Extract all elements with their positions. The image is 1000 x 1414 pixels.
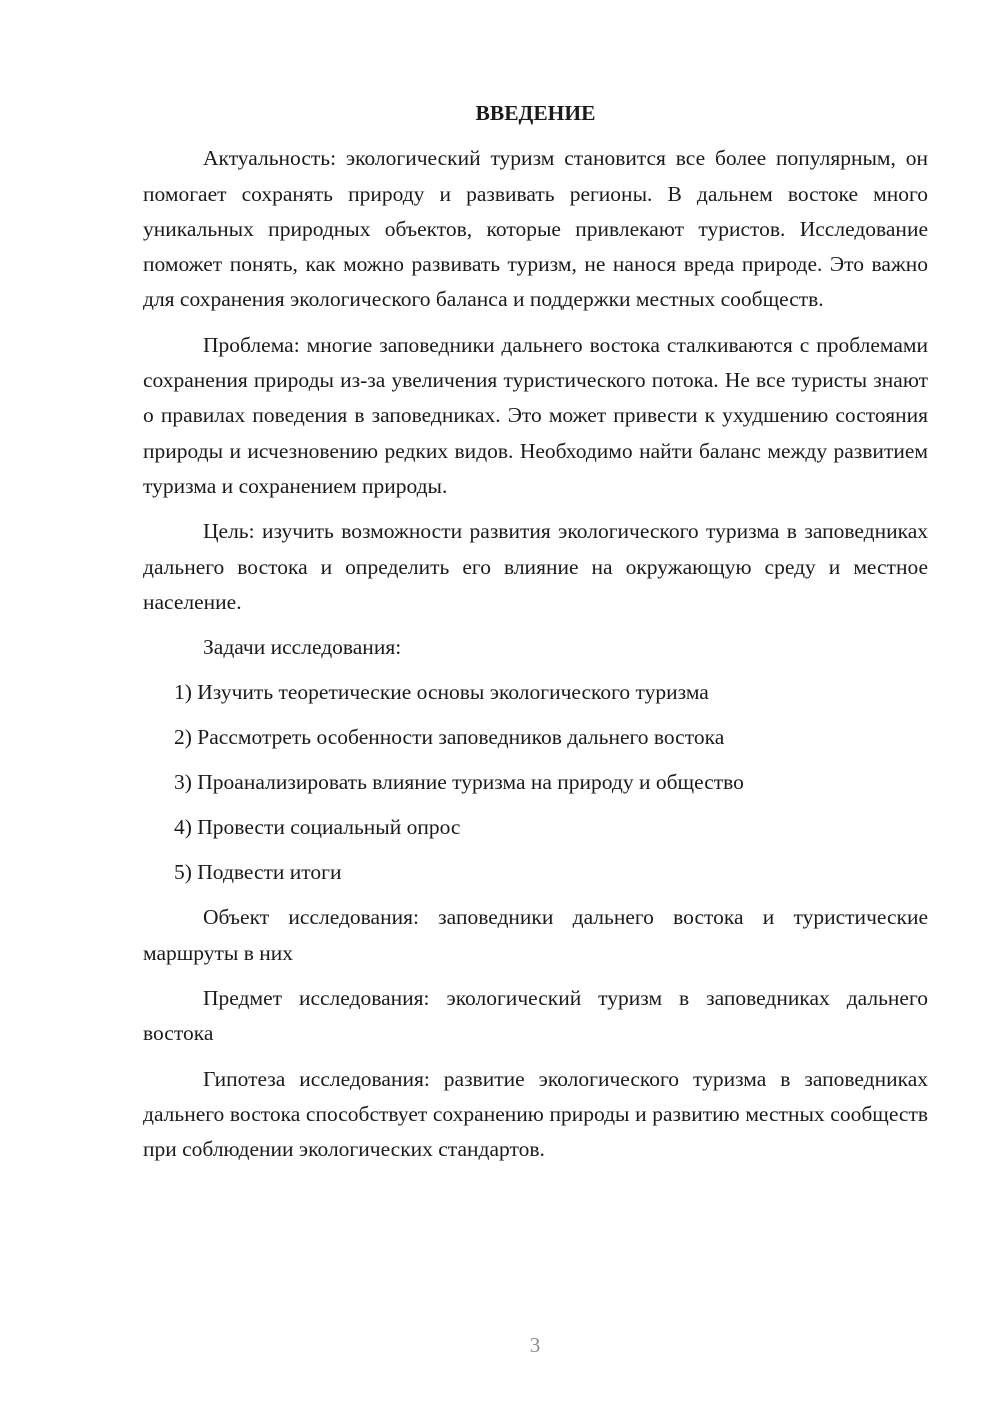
relevance-paragraph: Актуальность: экологический туризм становится все более популярным, он помогает сохранять природу и развивать регионы. В дальнем востоке много уникальных природных объектов, которые привлекают туристов. Исследование поможет понять, как можно развивать туризм, не нанося вреда природе. Это важно для сохранения экологического баланса и поддержки местных сообществ. bbox=[143, 146, 928, 312]
task-item-4: 4) Провести социальный опрос bbox=[174, 815, 461, 840]
problem-paragraph: Проблема: многие заповедники дальнего востока сталкиваются с проблемами сохранения природы из-за увеличения туристического потока. Не все туристы знают о правилах поведения в заповедниках. Это может привести к ухудшению состояния природы и исчезновению редких видов. Необходимо найти баланс между развитием туризма и сохранением природы. bbox=[143, 332, 928, 498]
goal-paragraph: Цель: изучить возможности развития экологического туризма в заповедниках дальнего востока и определить его влияние на окружающую среду и местное население. bbox=[143, 519, 928, 614]
hypothesis-paragraph: Гипотеза исследования: развитие экологического туризма в заповедниках дальнего востока способствует сохранению природы и развитию местных сообществ при соблюдении экологических стандартов. bbox=[143, 1066, 928, 1162]
document-page bbox=[143, 96, 928, 1177]
task-item-1: 1) Изучить теоретические основы экологического туризма bbox=[174, 680, 709, 705]
tasks-heading: Задачи исследования: bbox=[203, 635, 402, 660]
subject-paragraph: Предмет исследования: экологический туризм в заповедниках дальнего востока bbox=[143, 985, 928, 1046]
task-item-2: 2) Рассмотреть особенности заповедников дальнего востока bbox=[174, 725, 725, 750]
page-number: 3 bbox=[529, 1333, 541, 1357]
object-paragraph: Объект исследования: заповедники дальнего востока и туристические маршруты в них bbox=[143, 905, 928, 965]
task-item-3: 3) Проанализировать влияние туризма на природу и общество bbox=[174, 770, 744, 795]
page-title: ВВЕДЕНИЕ bbox=[475, 101, 596, 125]
tasks-list bbox=[143, 675, 928, 890]
task-item-5: 5) Подвести итоги bbox=[174, 860, 342, 885]
